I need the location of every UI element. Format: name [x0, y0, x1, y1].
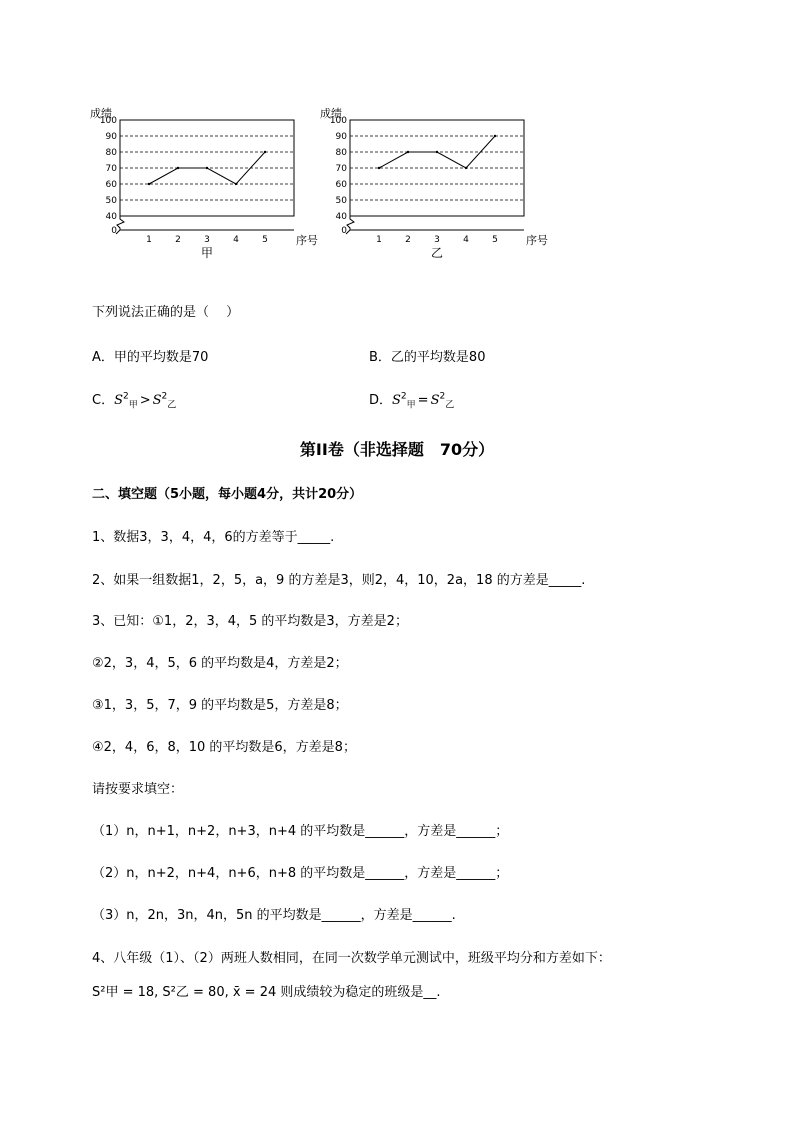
y-axis-label: 成绩 — [320, 107, 342, 120]
option-d[interactable] — [369, 389, 454, 411]
subscript: 甲 — [406, 400, 416, 411]
operator: = — [417, 393, 429, 408]
axis-break — [117, 216, 124, 230]
x-tick-label: 2 — [405, 235, 411, 245]
option-c-prefix: C． — [92, 393, 115, 408]
superscript: 2 — [161, 391, 168, 402]
series-label: 乙 — [430, 246, 444, 260]
x-tick-label: 5 — [262, 235, 268, 245]
y-tick-label: 60 — [335, 180, 347, 190]
question-3-part-3: （3）n，2n，3n，4n，5n 的平均数是______，方差是______. — [92, 908, 456, 923]
y-tick-label: 0 — [111, 226, 117, 236]
data-point — [436, 151, 438, 153]
x-tick-label: 3 — [434, 235, 440, 245]
subscript: 乙 — [445, 400, 455, 411]
question-3-part-1: （1）n，n+1，n+2，n+3，n+4 的平均数是______，方差是______； — [92, 824, 509, 839]
option-b[interactable]: B．乙的平均数是80 — [369, 350, 486, 365]
y-tick-label: 90 — [105, 132, 117, 142]
question-3-item-4: ④2，4，6，8，10 的平均数是6，方差是8； — [92, 740, 356, 755]
y-tick-label: 50 — [105, 196, 117, 206]
question-4-line-2: S²甲 = 18, S²乙 = 80, x̄ = 24 则成绩较为稳定的班级是__. — [92, 985, 441, 1000]
data-point — [235, 183, 237, 185]
x-tick-label: 2 — [175, 235, 181, 245]
question-4-line-1: 4、八年级（1）、（2）两班人数相同，在同一次数学单元测试中，班级平均分和方差如下： — [92, 951, 611, 966]
chart-jia — [88, 100, 328, 274]
data-point — [177, 167, 179, 169]
y-tick-label: 70 — [335, 164, 347, 174]
x-tick-label: 3 — [204, 235, 210, 245]
superscript: 2 — [439, 391, 446, 402]
section-title: 第II卷（非选择题 70分） — [299, 440, 495, 459]
question-prompt: 下列说法正确的是（ ） — [92, 305, 240, 320]
y-tick-label: 0 — [341, 226, 347, 236]
data-point — [378, 167, 380, 169]
option-d-prefix: D． — [369, 393, 393, 408]
y-tick-label: 40 — [105, 212, 117, 222]
axis-break — [347, 216, 354, 230]
question-3-item-3: ③1，3，5，7，9 的平均数是5，方差是8； — [92, 698, 348, 713]
variance-symbol: S — [392, 393, 401, 408]
data-point — [148, 183, 150, 185]
y-tick-label: 40 — [335, 212, 347, 222]
data-point — [494, 135, 496, 137]
question-3-item-2: ②2，3，4，5，6 的平均数是4，方差是2； — [92, 656, 348, 671]
y-axis-label: 成绩 — [90, 107, 112, 120]
superscript: 2 — [400, 391, 407, 402]
operator: > — [139, 393, 151, 408]
question-3-part-2: （2）n，n+2，n+4，n+6，n+8 的平均数是______，方差是______； — [92, 866, 509, 881]
x-tick-label: 1 — [146, 235, 152, 245]
line-chart-yi — [318, 100, 558, 270]
y-tick-label: 80 — [105, 148, 117, 158]
data-point — [407, 151, 409, 153]
variance-symbol: S — [430, 393, 440, 408]
y-tick-label: 60 — [105, 180, 117, 190]
question-3-request: 请按要求填空： — [92, 782, 184, 797]
y-tick-label: 80 — [335, 148, 347, 158]
series-label: 甲 — [200, 246, 214, 260]
chart-yi — [318, 100, 558, 274]
x-tick-label: 4 — [233, 235, 239, 245]
subscript: 甲 — [128, 400, 138, 411]
question-2: 2、如果一组数据1，2，5，a，9 的方差是3，则2，4，10，2a，18 的方差是_____. — [92, 573, 586, 588]
variance-symbol: S — [114, 393, 123, 408]
data-point — [465, 167, 467, 169]
subscript: 乙 — [167, 400, 177, 411]
line-chart-jia — [88, 100, 328, 270]
x-axis-label: 序号 — [296, 234, 318, 247]
x-tick-label: 5 — [492, 235, 498, 245]
question-1: 1、数据3，3，4，4，6的方差等于_____. — [92, 530, 335, 545]
x-tick-label: 4 — [463, 235, 469, 245]
y-tick-label: 100 — [329, 116, 347, 126]
y-tick-label: 90 — [335, 132, 347, 142]
option-a[interactable]: A．甲的平均数是70 — [92, 350, 209, 365]
variance-symbol: S — [152, 393, 162, 408]
x-tick-label: 1 — [376, 235, 382, 245]
data-point — [206, 167, 208, 169]
y-tick-label: 70 — [105, 164, 117, 174]
x-axis-label: 序号 — [526, 234, 548, 247]
option-c[interactable] — [92, 389, 176, 411]
question-3-intro: 3、已知：①1，2，3，4，5 的平均数是3，方差是2； — [92, 614, 408, 629]
superscript: 2 — [122, 391, 129, 402]
y-tick-label: 100 — [99, 116, 117, 126]
data-point — [264, 151, 266, 153]
y-tick-label: 50 — [335, 196, 347, 206]
section-heading: 二、填空题（5小题，每小题4分，共计20分） — [92, 487, 363, 502]
